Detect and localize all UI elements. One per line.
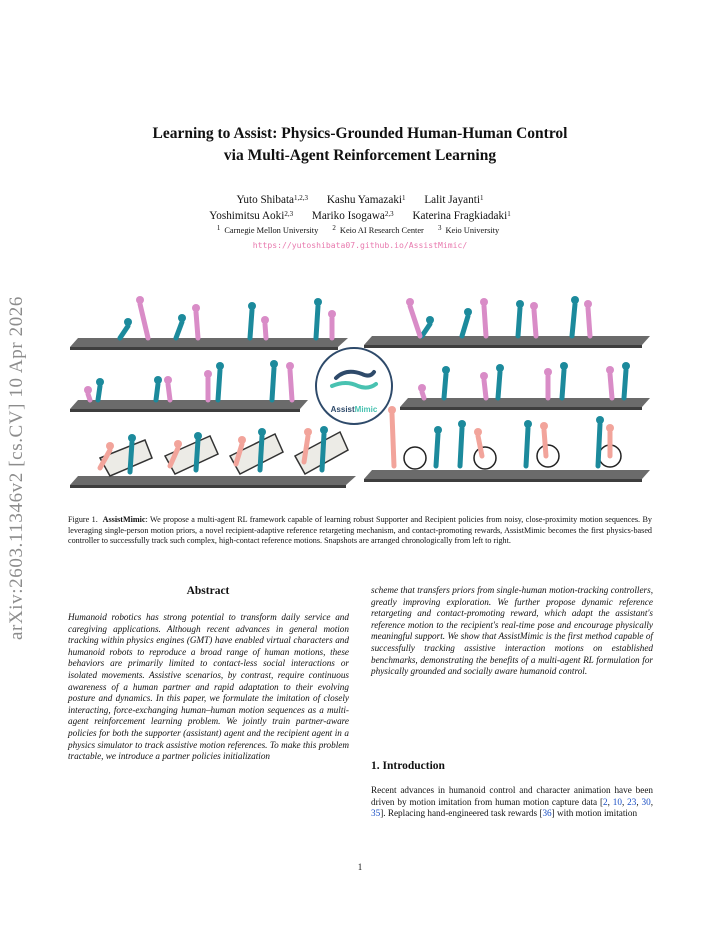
abstract-text-right: scheme that transfers priors from single-human motion-tracking controllers, greatly improving exploration. We further propose dynamic reference retargeting and contact-promoting reward, which adapt the assistant's reference motion to the recipient's real-time pose and encourage physically meaningful support. We show that AssistMimic is the first method capable of successfully tracking assistive interaction motions on established benchmarks, demonstrating the benefits of a multi-agent RL formulation for physically grounded and socially aware humanoid control. xyxy=(371,585,653,677)
title-line-1: Learning to Assist: Physics-Grounded Human-Human Control xyxy=(152,125,568,142)
authors-line-2 xyxy=(0,208,720,224)
abstract-heading: Abstract xyxy=(186,585,230,597)
author: Yuto Shibata$^{1,2,3}$ xyxy=(236,194,309,206)
paper-title xyxy=(0,123,720,167)
affiliations xyxy=(0,226,720,235)
citation-link[interactable]: 35 xyxy=(371,808,381,819)
author: Lalit Jayanti$^1$ xyxy=(424,194,484,206)
page-number: 1 xyxy=(357,862,363,872)
teaser-figure xyxy=(70,280,650,505)
floor-row-1-left xyxy=(70,338,348,350)
affiliation: $^1$ Carnegie Mellon University xyxy=(216,224,319,235)
floor-row-3-right xyxy=(364,470,650,482)
author: Mariko Isogawa$^{2,3}$ xyxy=(311,210,394,222)
affiliation: $^2$ Keio AI Research Center xyxy=(332,224,424,235)
assistmimic-logo xyxy=(316,348,392,424)
title-line-2: via Multi-Agent Reinforcement Learning xyxy=(223,147,497,164)
author: Katerina Fragkiadaki$^1$ xyxy=(412,210,511,222)
arxiv-sidebar-stamp: arXiv:2603.11346v2 [cs.CV] 10 Apr 2026 xyxy=(6,295,27,640)
affiliation: $^3$ Keio University xyxy=(437,224,500,235)
citation-link[interactable]: 30 xyxy=(641,796,651,807)
author-block xyxy=(0,192,720,224)
intro-heading: 1. Introduction xyxy=(371,760,445,772)
project-url-link[interactable]: https://yutoshibata07.github.io/AssistMimic/ xyxy=(252,240,468,250)
intro-text: Recent advances in humanoid control and character animation have been driven by motion imitation from human motion capture data [2, 10, 23, 30, 35]. Replacing hand-engineered task rewards [36] with motion imitation xyxy=(371,785,653,819)
svg-text:AssistMimic: AssistMimic xyxy=(330,405,378,414)
authors-line-1 xyxy=(0,192,720,208)
citation-link[interactable]: 36 xyxy=(542,808,552,819)
abstract-text-left: Humanoid robotics has strong potential to transform daily service and caregiving applications. Although recent advances in general motion tracking within physics engines (GMT) have enabled virtual characters and humanoid robots to reproduce a broad range of human motions, these behaviors are primarily limited to contact-less social interactions or isolated movements. Assistive scenarios, by contrast, require continuous awareness of a human partner and rapid adaptation to their evolving posture and dynamics. In this paper, we formulate the imitation of closely interacting, force-exchanging human–human motion sequences as a multi-agent reinforcement learning problem. We jointly train partner-aware policies for both the supporter (assistant) agent and the recipient agent in a physics simulator to track assistive motion references. To make this problem tractable, we introduce a partner policies initialization xyxy=(68,612,349,762)
author: Yoshimitsu Aoki$^{2,3}$ xyxy=(209,210,294,222)
floor-row-3-left xyxy=(70,476,356,488)
author: Kashu Yamazaki$^1$ xyxy=(326,194,406,206)
citation-link[interactable]: 23 xyxy=(627,796,637,807)
bed-prop xyxy=(100,432,348,476)
citation-link[interactable]: 2 xyxy=(603,796,608,807)
citation-link[interactable]: 10 xyxy=(612,796,622,807)
floor-row-1-right xyxy=(364,336,650,348)
figure-caption: Figure 1. AssistMimic: We propose a multi-agent RL framework capable of learning robust Supporter and Recipient policies from noisy, close-proximity motion sequences. By leveraging single-person motion priors, a novel recipient-adaptive reference retargeting mechanism, and contact-promoting rewards, AssistMimic becomes the first physics-based controller to successfully track such complex, high-contact reference motions. Snapshots are arranged chronologically from left to right. xyxy=(68,515,652,546)
